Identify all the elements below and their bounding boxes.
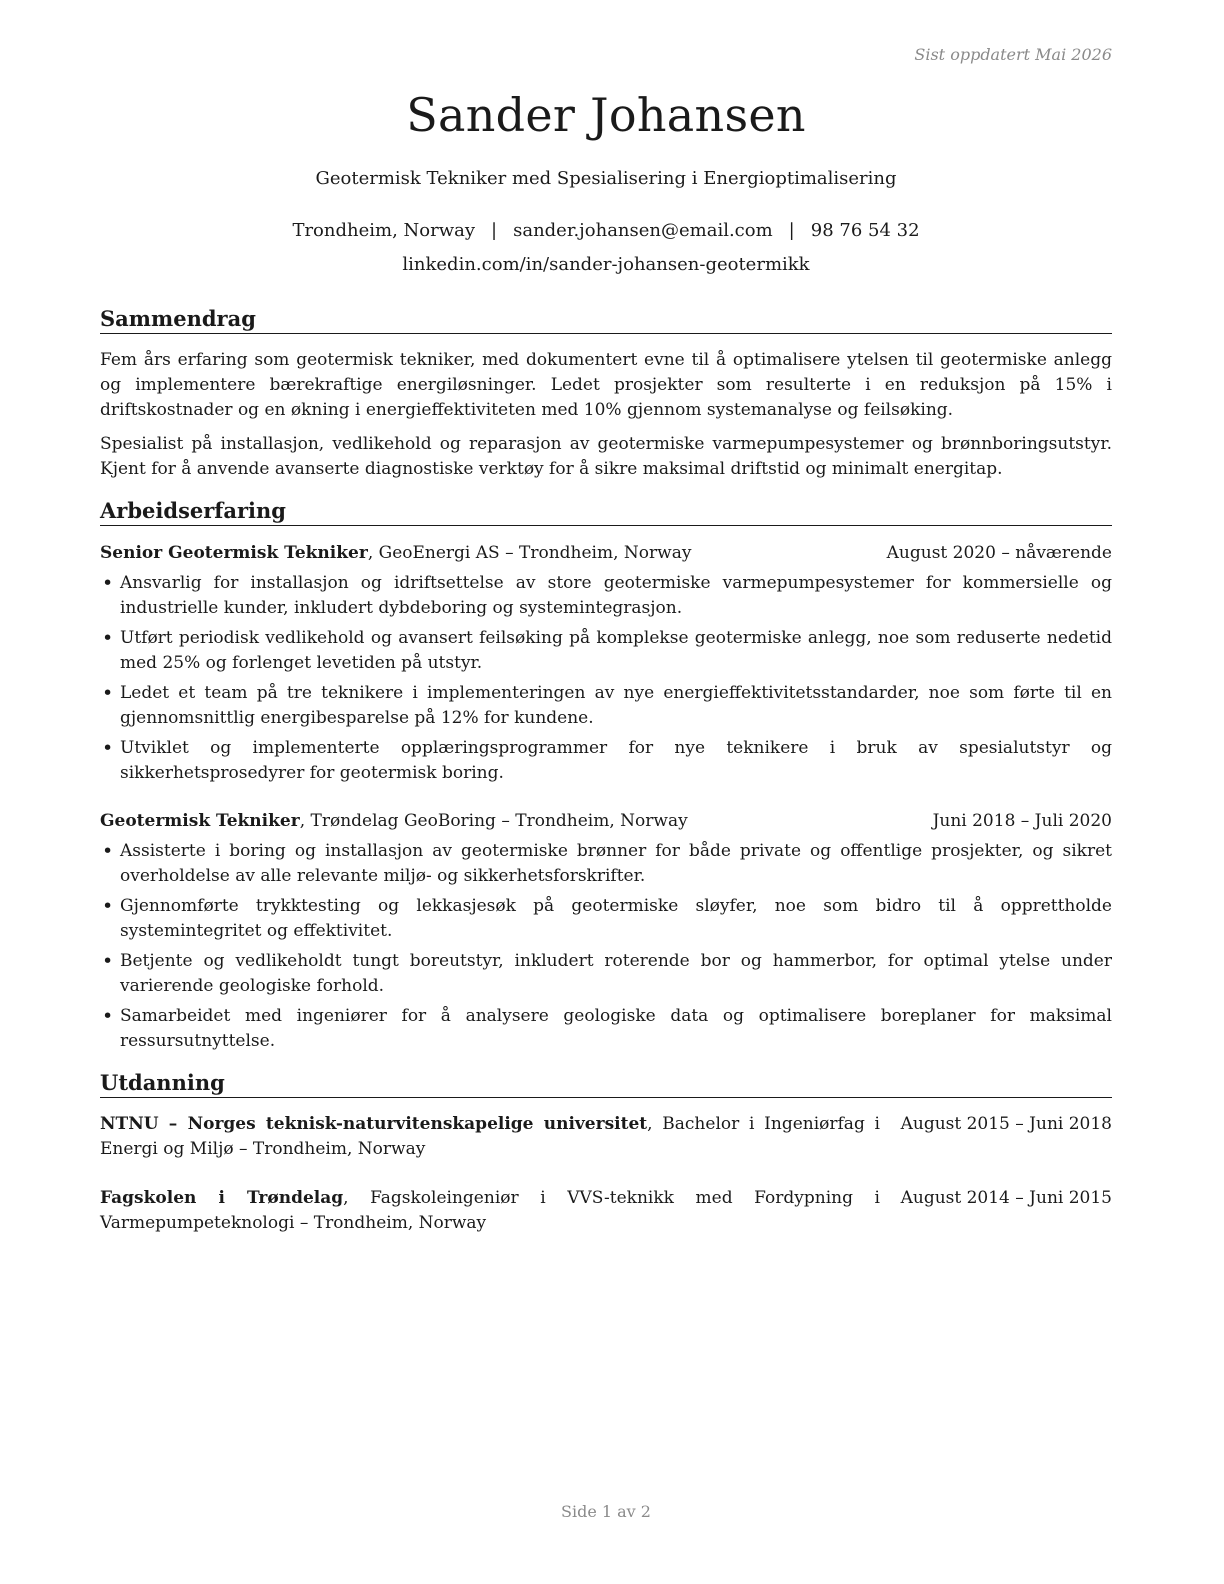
job-title-company	[100, 809, 688, 834]
separator: |	[788, 220, 795, 241]
page-number: Side 1 av 2	[561, 1502, 651, 1521]
contact-line	[100, 220, 1112, 241]
candidate-name: Sander Johansen	[406, 88, 806, 142]
job-company: , GeoEnergi AS – Trondheim, Norway	[367, 543, 692, 563]
linkedin-link[interactable]: linkedin.com/in/sander-johansen-geotermikk	[402, 254, 810, 275]
list-item: • Betjente og vedlikeholdt tungt boreutstyr, inkludert roterende bor og hammerbor, for optimal ytelse under varierende geologiske forhold.	[100, 949, 1112, 999]
list-item: • Ansvarlig for installasjon og idriftsettelse av store geotermiske varmepumpesystemer for kommersielle og industrielle kunder, inkludert dybdeboring og systemintegrasjon.	[100, 571, 1112, 621]
education-text	[100, 1186, 880, 1236]
summary-paragraph: Spesialist på installasjon, vedlikehold og reparasjon av geotermiske varmepumpesystemer og brønnboringsutstyr. Kjent for å anvende avanserte diagnostiske verktøy for å sikre maksimal driftstid og minimalt energitap.	[100, 434, 1112, 479]
summary-paragraph: Fem års erfaring som geotermisk tekniker, med dokumentert evne til å optimalisere ytelsen til geotermiske anlegg og implementere bærekraftige energiløsninger. Ledet prosjekter som resulterte i en reduksjon på 15% i driftskostnader og en økning i energieffektiviteten med 10% gjennom systemanalyse og feilsøking.	[100, 350, 1112, 420]
section-title-experience: Arbeidserfaring	[100, 498, 1112, 526]
list-item: • Gjennomførte trykktesting og lekkasjesøk på geotermiske sløyfer, noe som bidro til å opprettholde systemintegritet og effektivitet.	[100, 894, 1112, 944]
job-dates: Juni 2018 – Juli 2020	[932, 811, 1112, 831]
education-detail: , Fagskoleingeniør i VVS-teknikk med Fordypning i Varmepumpeteknologi – Trondheim, Norway	[100, 1188, 880, 1233]
job-bullets	[100, 839, 1112, 1059]
job-header	[100, 541, 1112, 566]
location: Trondheim, Norway	[292, 220, 476, 241]
list-item: • Utviklet og implementerte opplæringsprogrammer for nye teknikere i bruk av spesialutstyr og sikkerhetsprosedyrer for geotermisk boring.	[100, 736, 1112, 786]
section-title-summary: Sammendrag	[100, 306, 1112, 334]
list-item: • Assisterte i boring og installasjon av geotermiske brønner for både private og offentlige prosjekter, og sikret overholdelse av alle relevante miljø- og sikkerhetsforskrifter.	[100, 839, 1112, 889]
list-item: • Utført periodisk vedlikehold og avansert feilsøking på komplekse geotermiske anlegg, noe som reduserte nedetid med 25% og forlenget levetiden på utstyr.	[100, 626, 1112, 676]
job-company: , Trøndelag GeoBoring – Trondheim, Norway	[299, 811, 688, 831]
education-text	[100, 1112, 880, 1162]
section-title-education: Utdanning	[100, 1070, 1112, 1098]
education-entry	[100, 1112, 1112, 1162]
education-detail: , Bachelor i Ingeniørfag i Energi og Miljø – Trondheim, Norway	[100, 1114, 880, 1159]
job-dates: August 2020 – nåværende	[886, 543, 1112, 563]
email-link[interactable]: sander.johansen@email.com	[513, 220, 773, 241]
job-role: Senior Geotermisk Tekniker	[100, 543, 368, 563]
job-header	[100, 809, 1112, 834]
job-title-company	[100, 541, 691, 566]
education-dates: August 2014 – Juni 2015	[900, 1188, 1112, 1208]
resume-page	[100, 0, 1112, 1584]
list-item: • Samarbeidet med ingeniører for å analysere geologiske data og optimalisere boreplaner for maksimal ressursutnyttelse.	[100, 1004, 1112, 1054]
education-dates: August 2015 – Juni 2018	[900, 1114, 1112, 1134]
list-item: • Ledet et team på tre teknikere i implementeringen av nye energieffektivitetsstandarder, noe som førte til en gjennomsnittlig energibesparelse på 12% for kundene.	[100, 681, 1112, 731]
phone: 98 76 54 32	[810, 220, 920, 241]
job-role: Geotermisk Tekniker	[100, 811, 300, 831]
education-entry	[100, 1186, 1112, 1236]
headline: Geotermisk Tekniker med Spesialisering i Energioptimalisering	[315, 168, 897, 189]
last-updated: Sist oppdatert Mai 2026	[914, 45, 1112, 64]
separator: |	[491, 220, 498, 241]
job-bullets	[100, 571, 1112, 791]
school-name: NTNU – Norges teknisk-naturvitenskapelige universitet	[100, 1114, 648, 1134]
school-name: Fagskolen i Trøndelag	[100, 1188, 344, 1208]
